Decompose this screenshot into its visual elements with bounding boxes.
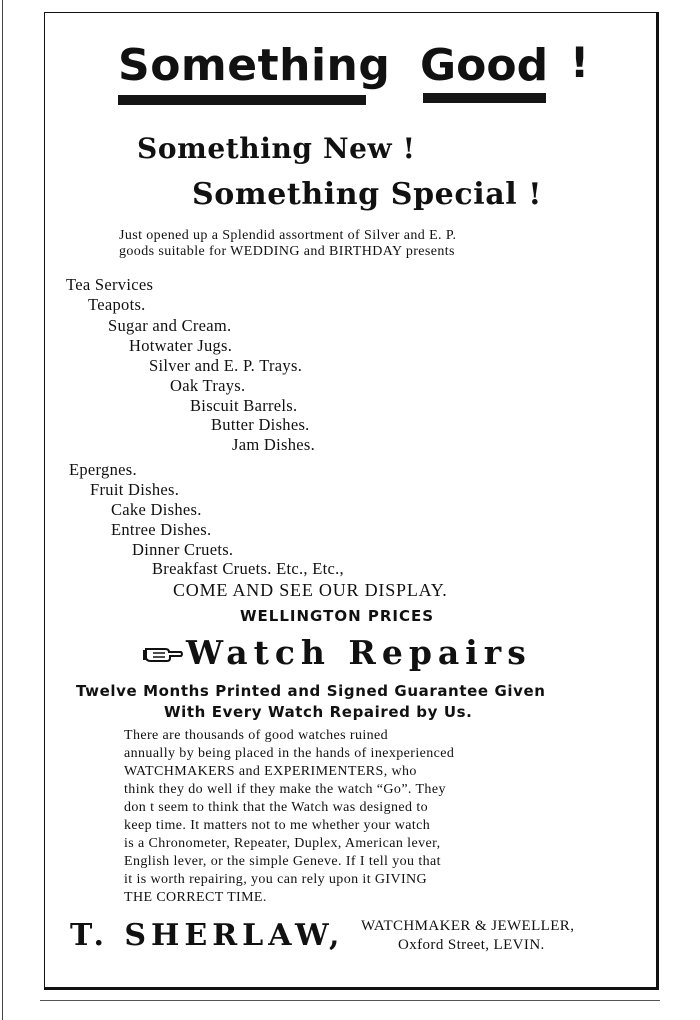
list-item: Biscuit Barrels.: [190, 396, 298, 415]
guarantee-line-1: Twelve Months Printed and Signed Guarantee Given: [76, 682, 546, 700]
paragraph-line: English lever, or the simple Geneve. If I tell you that: [124, 854, 441, 869]
headline-underline-left: [118, 95, 366, 105]
merchant-name: T. SHERLAW,: [70, 918, 345, 953]
paragraph-line: keep time. It matters not to me whether your watch: [124, 818, 431, 833]
watch-repairs-title: Watch Repairs: [186, 633, 532, 672]
list-item: Breakfast Cruets. Etc., Etc.,: [152, 559, 344, 578]
paragraph-line: There are thousands of good watches ruined: [124, 728, 389, 743]
display-callout: COME AND SEE OUR DISPLAY.: [173, 580, 448, 600]
paragraph-line: WATCHMAKERS and EXPERIMENTERS, who: [124, 764, 417, 779]
list-item: Tea Services: [66, 275, 154, 294]
list-item: Sugar and Cream.: [108, 316, 232, 335]
headline-underline-right: [423, 93, 546, 103]
subheading-new: Something New !: [137, 132, 416, 165]
list-item: Epergnes.: [69, 460, 137, 479]
paragraph-line: think they do well if they make the watch “Go”. They: [124, 782, 446, 797]
headline-good: Good: [420, 40, 549, 91]
paragraph-line: THE CORRECT TIME.: [124, 890, 267, 905]
headline-exclaim: !: [570, 38, 590, 87]
list-item: Hotwater Jugs.: [129, 336, 233, 355]
list-item: Dinner Cruets.: [132, 540, 234, 559]
guarantee-line-2: With Every Watch Repaired by Us.: [164, 703, 473, 721]
intro-line-1: Just opened up a Splendid assortment of Silver and E. P.: [119, 228, 457, 243]
list-item: Entree Dishes.: [111, 520, 212, 539]
prices-callout: WELLINGTON PRICES: [240, 607, 435, 625]
list-item: Silver and E. P. Trays.: [149, 356, 303, 375]
list-item: Fruit Dishes.: [90, 480, 180, 499]
page-margin-rule: [2, 0, 3, 1020]
merchant-trade: WATCHMAKER & JEWELLER,: [361, 918, 575, 934]
list-item: Butter Dishes.: [211, 415, 310, 434]
intro-line-2: goods suitable for WEDDING and BIRTHDAY presents: [119, 244, 455, 259]
list-item: Jam Dishes.: [232, 435, 316, 454]
paragraph-line: don t seem to think that the Watch was designed to: [124, 800, 429, 815]
paragraph-line: annually by being placed in the hands of inexperienced: [124, 746, 455, 761]
list-item: Teapots.: [88, 295, 146, 314]
list-item: Oak Trays.: [170, 376, 246, 395]
list-item: Cake Dishes.: [111, 500, 202, 519]
headline-something: Something: [118, 40, 391, 91]
pointing-hand-icon: [143, 642, 183, 666]
merchant-address: Oxford Street, LEVIN.: [398, 937, 545, 953]
paragraph-line: is a Chronometer, Repeater, Duplex, American lever,: [124, 836, 441, 851]
subheading-special: Something Special !: [192, 177, 543, 212]
paragraph-line: it is worth repairing, you can rely upon it GIVING: [124, 872, 428, 887]
page-footer-rule: [40, 1000, 660, 1001]
